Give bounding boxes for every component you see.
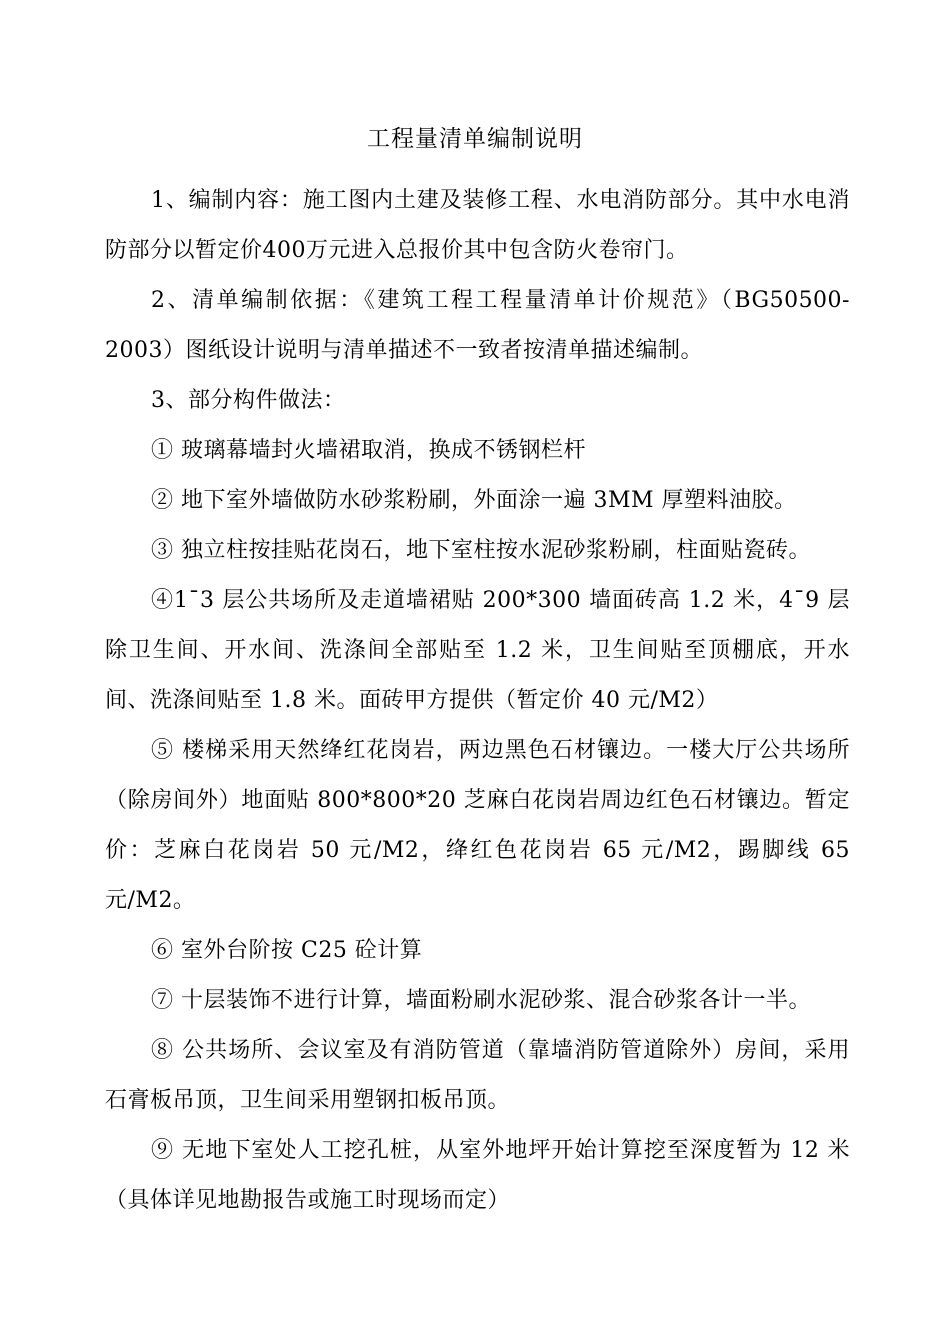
paragraph-item-8: ⑧ 公共场所、会议室及有消防管道（靠墙消防管道除外）房间，采用石膏板吊顶，卫生间采用塑钢扣板吊顶。: [105, 1038, 850, 1113]
paragraph-item-1: ① 玻璃幕墙封火墙裙取消，换成不锈钢栏杆: [151, 438, 586, 463]
paragraph-item-9: ⑨ 无地下室处人工挖孔桩，从室外地坪开始计算挖至深度暂为 12 米（具体详见地勘报告或施工时现场而定）: [105, 1138, 850, 1213]
paragraph-item-5: ⑤ 楼梯采用天然绛红花岗岩，两边黑色石材镶边。一楼大厅公共场所（除房间外）地面贴 800*800*20 芝麻白花岗岩周边红色石材镶边。暂定价：芝麻白花岗岩 50 元/M2，绛红色花岗岩 65 元/M2，踢脚线 65 元/M2。: [105, 738, 850, 913]
paragraph-item-4: ④1¯3 层公共场所及走道墙裙贴 200*300 墙面砖高 1.2 米，4¯9 层除卫生间、开水间、洗涤间全部贴至 1.2 米，卫生间贴至顶棚底，开水间、洗涤间贴至 1.8 米。面砖甲方提供（暂定价 40 元/M2）: [105, 588, 850, 713]
paragraph-item-2: ② 地下室外墙做防水砂浆粉刷，外面涂一遍 3MM 厚塑料油胶。: [151, 488, 797, 513]
paragraph-item-6: ⑥ 室外台阶按 C25 砼计算: [151, 938, 423, 963]
paragraph-compilation-content: 1、编制内容：施工图内土建及装修工程、水电消防部分。其中水电消防部分以暂定价400万元进入总报价其中包含防火卷帘门。: [105, 188, 850, 263]
page-title: 工程量清单编制说明: [367, 126, 583, 152]
paragraph-item-3: ③ 独立柱按挂贴花岗石，地下室柱按水泥砂浆粉刷，柱面贴瓷砖。: [151, 538, 811, 563]
paragraph-compilation-basis: 2、清单编制依据：《建筑工程工程量清单计价规范》（BG50500-2003）图纸设计说明与清单描述不一致者按清单描述编制。: [105, 288, 850, 363]
paragraph-component-methods: 3、部分构件做法：: [151, 388, 346, 413]
paragraph-item-7: ⑦ 十层装饰不进行计算，墙面粉刷水泥砂浆、混合砂浆各计一半。: [151, 988, 811, 1013]
